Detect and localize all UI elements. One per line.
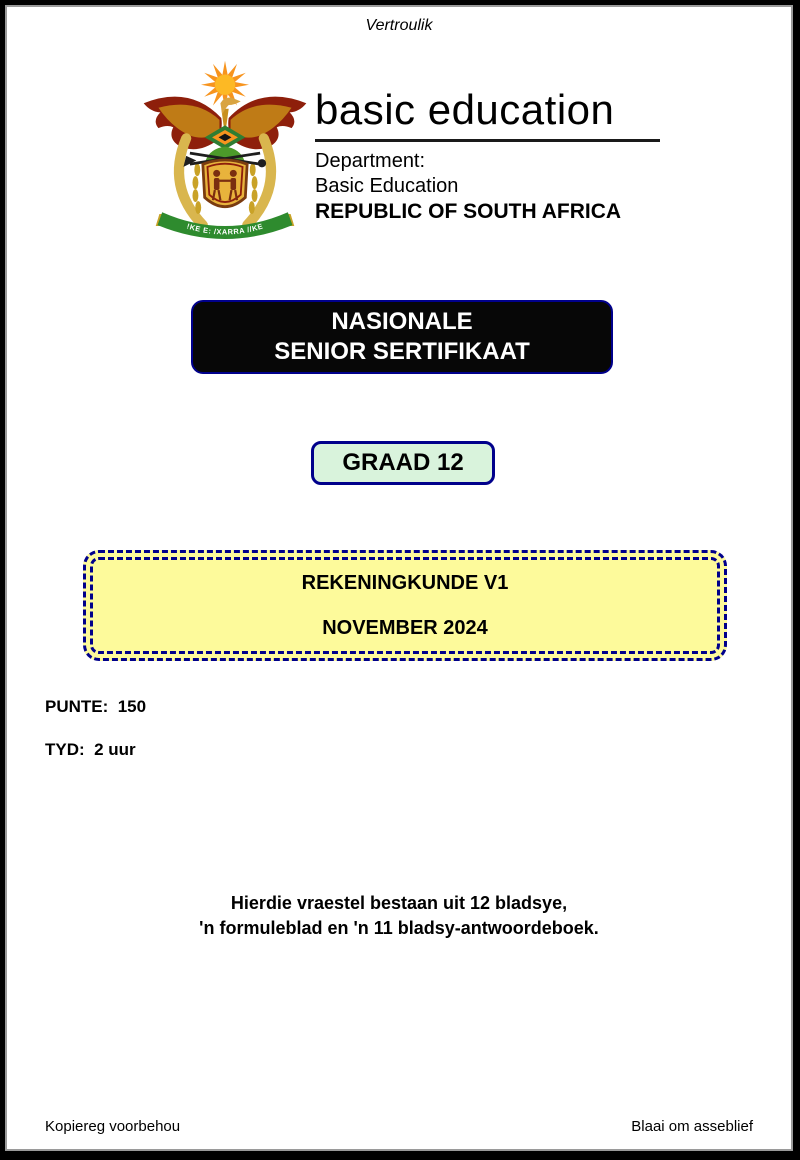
motto-banner	[156, 212, 295, 239]
subject-title: REKENINGKUNDE V1	[301, 571, 509, 594]
exam-session: NOVEMBER 2024	[322, 616, 488, 639]
note-line2: 'n formuleblad en 'n 11 bladsy-antwoordeboek.	[199, 918, 599, 938]
dept-line1: Department:	[315, 150, 426, 173]
dept-line3: REPUBLIC OF SOUTH AFRICA	[315, 200, 622, 224]
certificate-title-line2: SENIOR SERTIFIKAAT	[274, 338, 530, 365]
dept-line2: Basic Education	[315, 175, 459, 198]
brand-wordmark: basic education	[315, 86, 615, 133]
time-label: TYD: 2 uur	[45, 740, 136, 759]
confidential-label: Vertroulik	[365, 17, 433, 34]
grade-badge	[311, 441, 495, 485]
sun-core	[215, 75, 235, 95]
brand-divider	[315, 139, 660, 142]
department-logotype	[315, 87, 675, 225]
page-footer	[45, 1118, 753, 1135]
motto-text: !KE E: /XARRA //KE	[185, 221, 265, 237]
note-line1: Hierdie vraestel bestaan uit 12 bladsye,	[230, 893, 568, 913]
coat-of-arms-icon	[130, 57, 320, 256]
south-africa-coat-of-arms-svg	[130, 57, 320, 251]
page-turn-label: Blaai om asseblief	[631, 1118, 753, 1135]
grade-label: GRAAD 12	[342, 449, 464, 476]
shield	[203, 160, 247, 207]
certificate-title-banner	[191, 300, 613, 374]
certificate-title-line1: NASIONALE	[331, 308, 473, 335]
subject-box	[83, 550, 727, 661]
marks-label: PUNTE: 150	[45, 697, 147, 716]
paper-contents-note	[5, 891, 793, 941]
exam-details	[45, 697, 146, 760]
copyright-label: Kopiereg voorbehou	[45, 1118, 181, 1135]
